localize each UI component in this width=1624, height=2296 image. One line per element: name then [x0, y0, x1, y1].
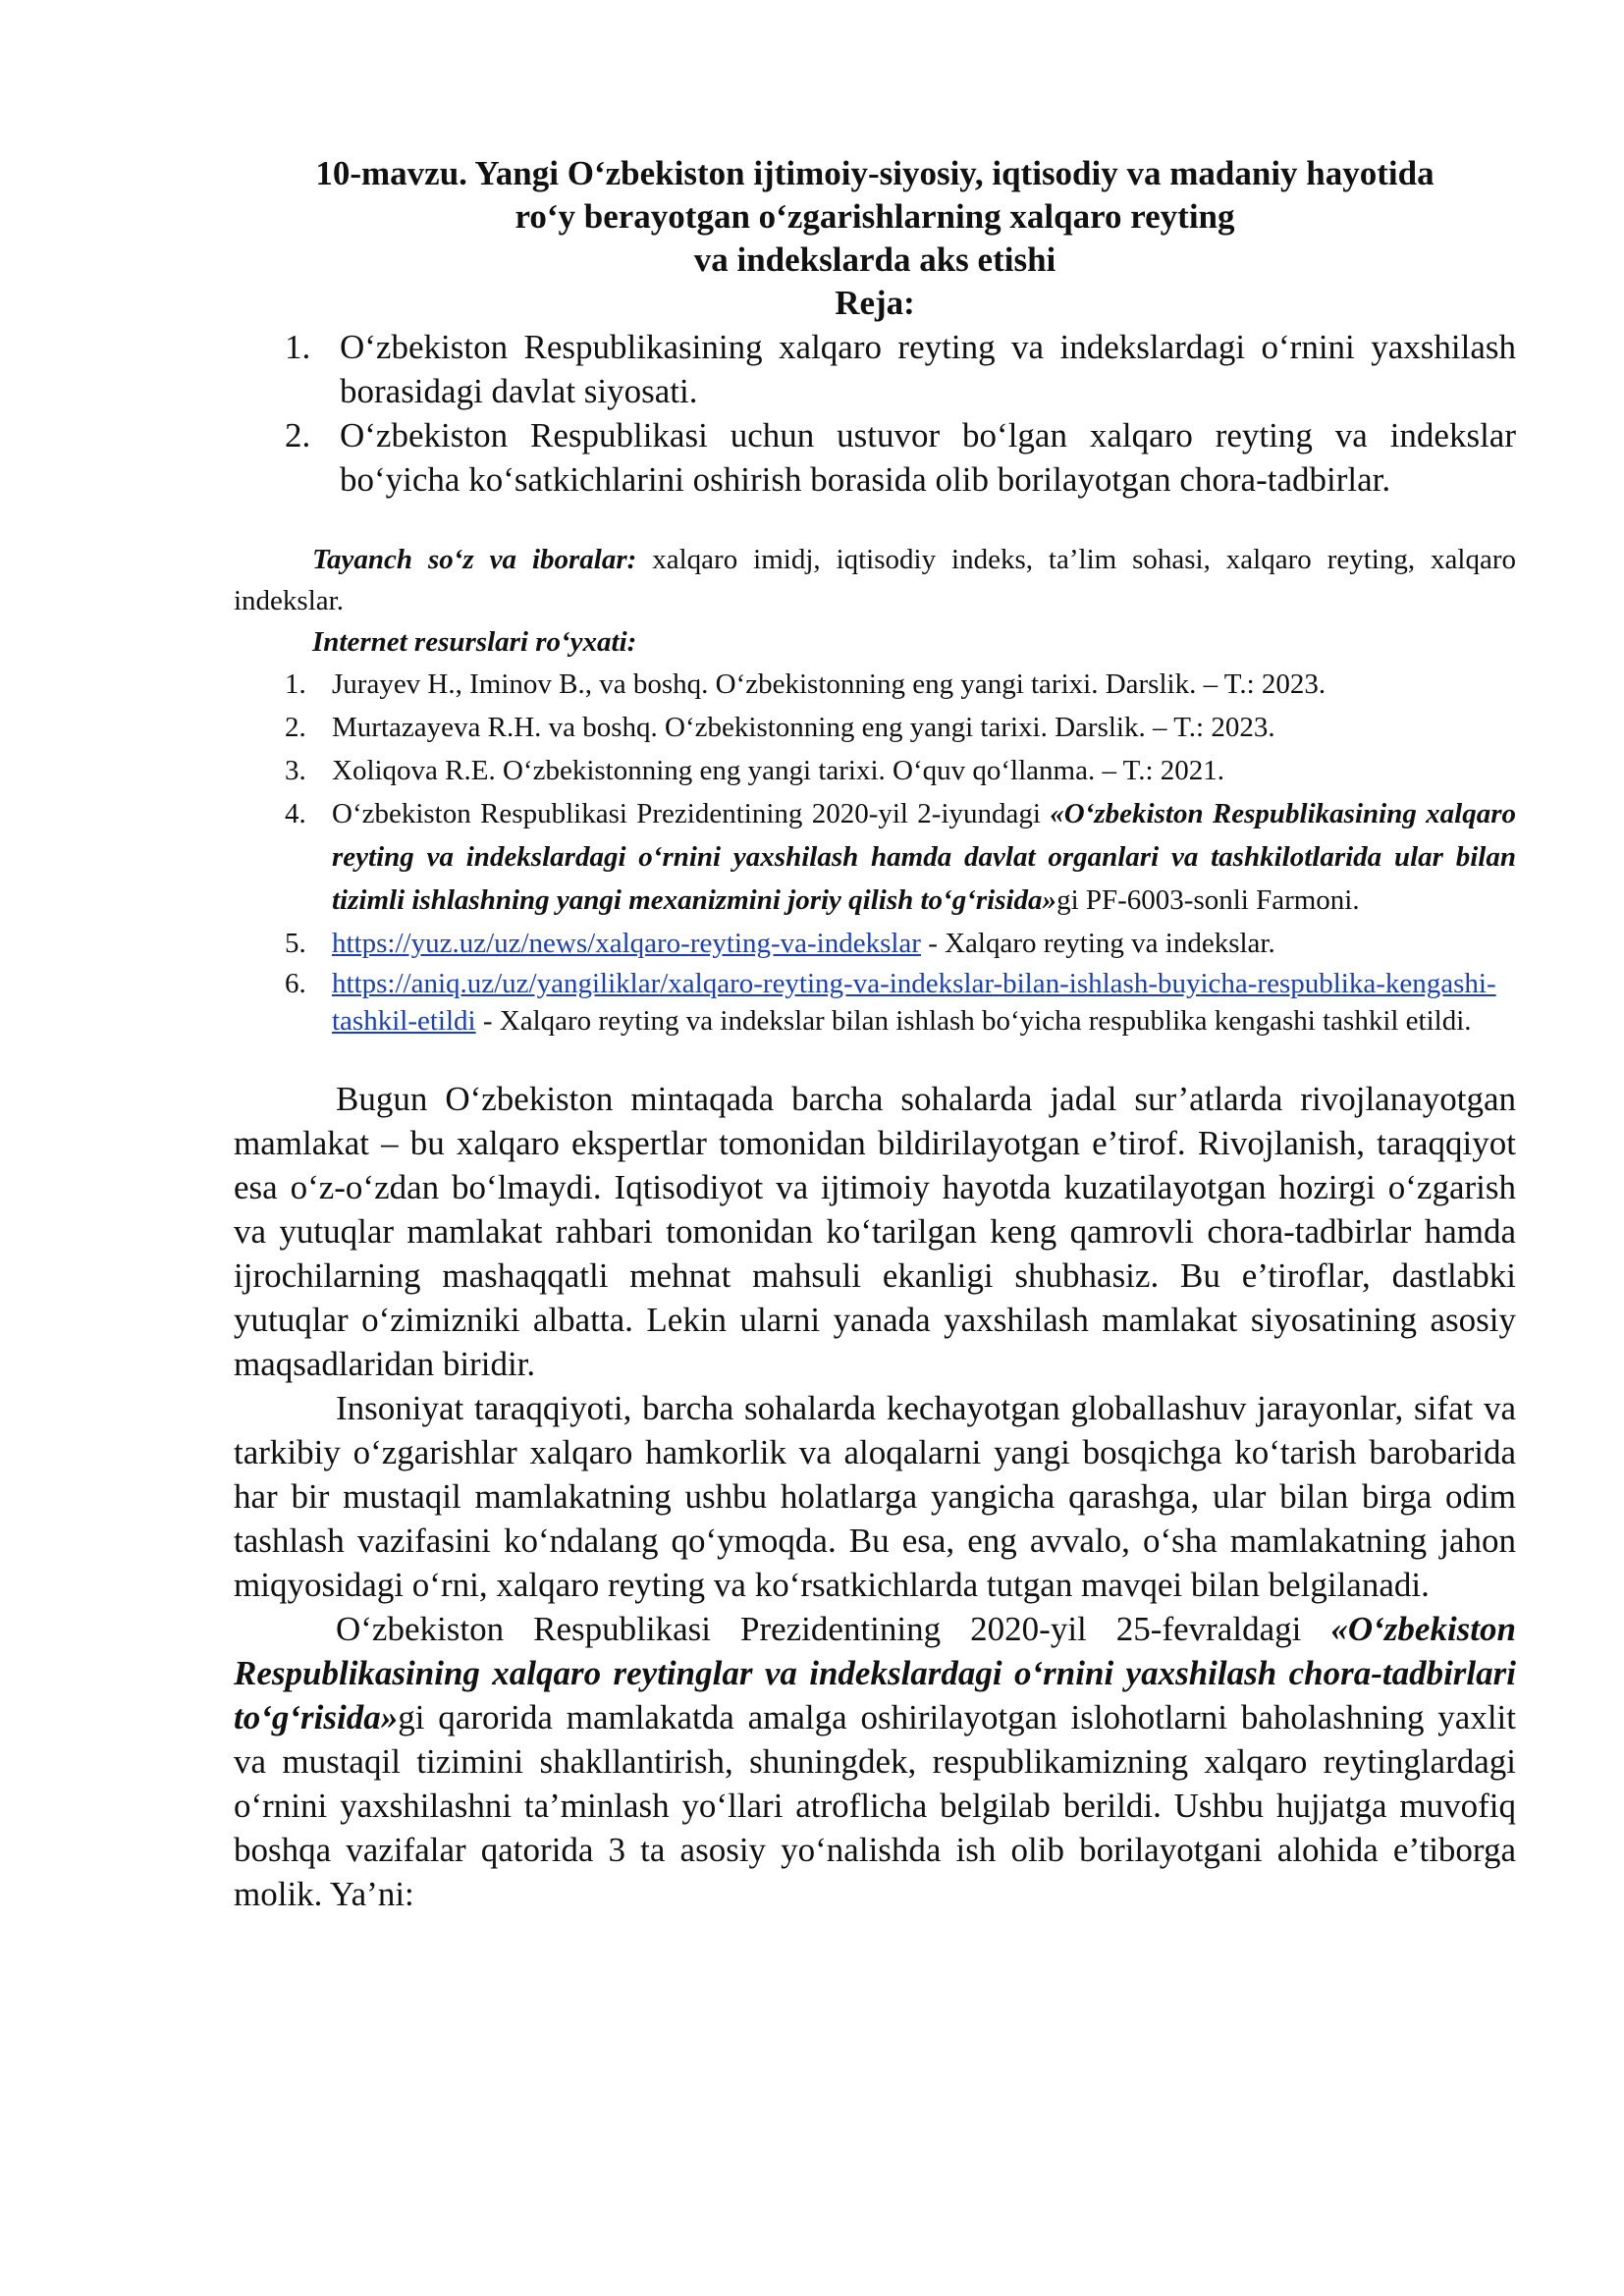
- plan-item-number: 1.: [285, 328, 311, 366]
- plan-item-number: 2.: [285, 416, 311, 454]
- document-page: [234, 152, 1516, 1916]
- resource-item-number: 1.: [285, 668, 306, 700]
- resource-item-text: Jurayev H., Iminov B., va boshq. O‘zbekistonning eng yangi tarixi. Darslik. – T.: 2023.: [332, 668, 1326, 700]
- keywords-label: Tayanch so‘z va iboralar:: [312, 544, 637, 575]
- title-line-3: va indekslarda aks etishi: [693, 240, 1056, 279]
- keywords-paragraph: [234, 539, 1516, 621]
- plan-item-text: O‘zbekiston Respublikasi uchun ustuvor bo‘lgan xalqaro reyting va indekslar bo‘yicha ko‘satkichlarini oshirish borasida olib borilayotgan chora-tadbirlar.: [340, 416, 1516, 499]
- resource-link[interactable]: https://yuz.uz/uz/news/xalqaro-reyting-va-indekslar: [332, 928, 921, 959]
- resolution-title: «O‘zbekiston Respublikasining xalqaro reytinglar va indekslardagi o‘rnini yaxshilash chora-tadbirlari to‘g‘risida»: [234, 1610, 1516, 1736]
- resource-item-number: 6.: [285, 968, 306, 999]
- resource-item-text: - Xalqaro reyting va indekslar bilan ishlash bo‘yicha respublika kengashi tashkil etildi.: [475, 1005, 1472, 1037]
- resources-list: [234, 663, 1516, 1040]
- resource-item-text: - Xalqaro reyting va indekslar.: [920, 928, 1275, 959]
- resource-item-text: Xoliqova R.E. O‘zbekistonning eng yangi tarixi. O‘quv qo‘llanma. – T.: 2021.: [332, 755, 1225, 786]
- resource-item-decree-title: «O‘zbekiston Respublikasining xalqaro reyting va indekslardagi o‘rnini yaxshilash hamda davlat organlari va tashkilotlarida ular bilan tizimli ishlashning yangi mexanizmini joriy qilish to‘g‘risida»: [332, 798, 1516, 916]
- title-line-1: 10-mavzu. Yangi O‘zbekiston ijtimoiy-siyosiy, iqtisodiy va madaniy hayotida: [315, 154, 1435, 192]
- plan-list: [234, 325, 1516, 502]
- body-paragraph-pre: O‘zbekiston Respublikasi Prezidentining 2020-yil 25-fevraldagi: [336, 1610, 1331, 1648]
- body-paragraph: [234, 1607, 1516, 1916]
- resource-item: [234, 965, 1516, 1040]
- resource-item-text: Murtazayeva R.H. va boshq. O‘zbekistonning eng yangi tarixi. Darslik. – T.: 2023.: [332, 712, 1275, 743]
- plan-item: [234, 413, 1516, 502]
- body-text: [234, 1077, 1516, 1916]
- resource-item: [234, 922, 1516, 965]
- body-paragraph: Bugun O‘zbekiston mintaqada barcha sohalarda jadal sur’atlarda rivojlanayotgan mamlakat – bu xalqaro ekspertlar tomonidan bildirilayotgan e’tirof. Rivojlanish, taraqqiyot esa o‘z-o‘zdan bo‘lmaydi. Iqtisodiyot va ijtimoiy hayotda kuzatilayotgan hozirgi o‘zgarish va yutuqlar mamlakat rahbari tomonidan ko‘tarilgan keng qamrovli chora-tadbirlar hamda ijrochilarning mashaqqatli mehnat mahsuli ekanligi shubhasiz. Bu e’tiroflar, dastlabki yutuqlar o‘zimizniki albatta. Lekin ularni yanada yaxshilash mamlakat siyosatining asosiy maqsadlaridan biridir.: [234, 1080, 1516, 1383]
- resource-item: [234, 792, 1516, 922]
- resource-item-text-post: gi PF-6003-sonli Farmoni.: [1056, 884, 1360, 916]
- body-paragraph-post: gi qarorida mamlakatda amalga oshirilayotgan islohotlarni baholashning yaxlit va mustaqil tizimini shakllantirish, shuningdek, respublikamizning xalqaro reytinglardagi o‘rnini yaxshilashni ta’minlash yo‘llari atroflicha belgilab berildi. Ushbu hujjatga muvofiq boshqa vazifalar qatorida 3 ta asosiy yo‘nalishda ish olib borilayotgani alohida e’tiborga molik. Ya’ni:: [234, 1698, 1516, 1913]
- plan-item-text: O‘zbekiston Respublikasining xalqaro reyting va indekslardagi o‘rnini yaxshilash borasidagi davlat siyosati.: [340, 328, 1516, 410]
- resource-item-number: 3.: [285, 755, 306, 786]
- resource-item: [234, 749, 1516, 792]
- resource-item: [234, 706, 1516, 749]
- plan-item: [234, 325, 1516, 413]
- resource-item-number: 5.: [285, 928, 306, 959]
- plan-heading: Reja:: [835, 284, 915, 322]
- keywords-text: xalqaro imidj, iqtisodiy indeks, ta’lim sohasi, xalqaro reyting, xalqaro indekslar.: [234, 544, 1516, 616]
- document-title: [234, 152, 1516, 282]
- resource-link[interactable]: https://aniq.uz/uz/yangiliklar/xalqaro-reyting-va-indekslar-bilan-ishlash-buyicha-respublika-kengashi-tashkil-etildi: [332, 968, 1496, 1037]
- resource-item-text-pre: O‘zbekiston Respublikasi Prezidentining 2020-yil 2-iyundagi: [332, 798, 1051, 829]
- resource-item: [234, 663, 1516, 706]
- title-line-2: ro‘y berayotgan o‘zgarishlarning xalqaro reyting: [514, 197, 1235, 236]
- resource-item-number: 2.: [285, 712, 306, 743]
- resources-heading: Internet resurslari ro‘yxati:: [312, 626, 637, 658]
- resource-item-number: 4.: [285, 798, 306, 829]
- body-paragraph: Insoniyat taraqqiyoti, barcha sohalarda kechayotgan globallashuv jarayonlar, sifat va tarkibiy o‘zgarishlar xalqaro hamkorlik va aloqalarni yangi bosqichga ko‘tarish barobarida har bir mustaqil mamlakatning ushbu holatlarga yangicha qarashga, ular bilan birga odim tashlash vazifasini ko‘ndalang qo‘ymoqda. Bu esa, eng avvalo, o‘sha mamlakatning jahon miqyosidagi o‘rni, xalqaro reyting va ko‘rsatkichlarda tutgan mavqei bilan belgilanadi.: [234, 1389, 1516, 1604]
